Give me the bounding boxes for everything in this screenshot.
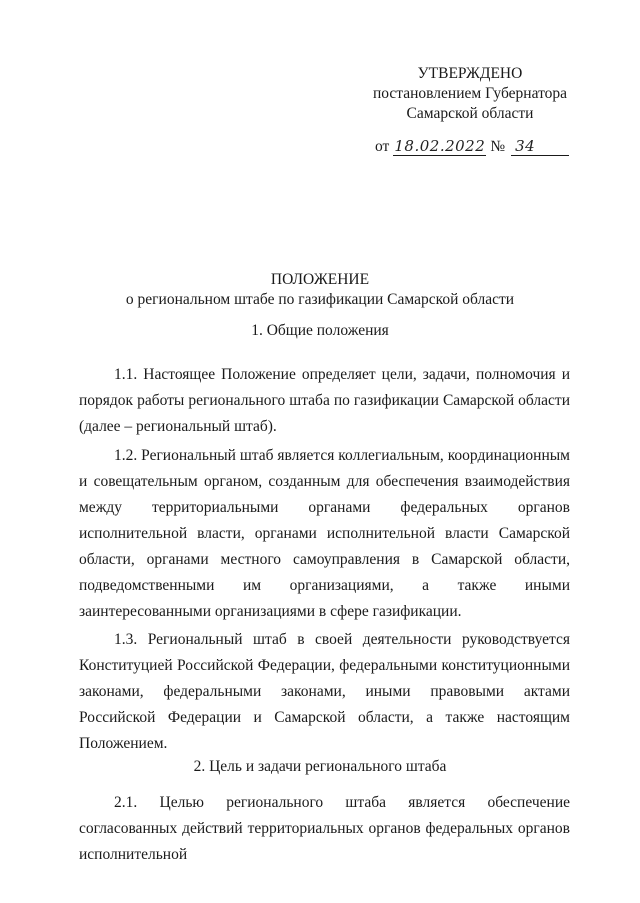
approval-title: УТВЕРЖДЕНО [417, 65, 523, 82]
approval-stamp [355, 64, 585, 124]
handwritten-number: 34 [511, 137, 569, 156]
title-heading: ПОЛОЖЕНИЕ [270, 271, 370, 288]
document-title [0, 270, 640, 310]
paragraph-1-2: 1.2. Региональный штаб является коллегиальным, координационным и совещательным органом, созданным для обеспечения взаимодействия между территориальными органами федеральных органов исполнительной власти, органами исполнительной власти Самарской области, органами местного самоуправления в Самарской области, подведомственными им организациями, а также иными заинтересованными организациями в сфере газификации. [79, 447, 570, 620]
title-subheading: о региональном штабе по газификации Самарской области [125, 291, 515, 308]
date-prefix: от [375, 138, 390, 155]
handwritten-date: 18.02.2022 [394, 137, 486, 155]
decree-date-line [375, 136, 569, 158]
number-label: № [490, 138, 506, 155]
section-heading-goals: 2. Цель и задачи регионального штаба [193, 758, 447, 775]
section-heading-general: 1. Общие положения [251, 322, 389, 339]
approval-line-decree: постановлением Губернатора [372, 85, 568, 102]
paragraph-2-1: 2.1. Целью регионального штаба является обеспечение согласованных действий территориальных органов федеральных органов исполнительной [79, 794, 570, 863]
paragraph-1-3: 1.3. Региональный штаб в своей деятельности руководствуется Конституцией Российской Федерации, федеральными конституционными законами, федеральными законами, иными правовыми актами Российской Федерации и Самарской области, а также настоящим Положением. [79, 631, 570, 752]
approval-line-region: Самарской области [406, 105, 534, 122]
paragraph-1-1: 1.1. Настоящее Положение определяет цели, задачи, полномочия и порядок работы регионального штаба по газификации Самарской области (далее – региональный штаб). [79, 366, 570, 435]
